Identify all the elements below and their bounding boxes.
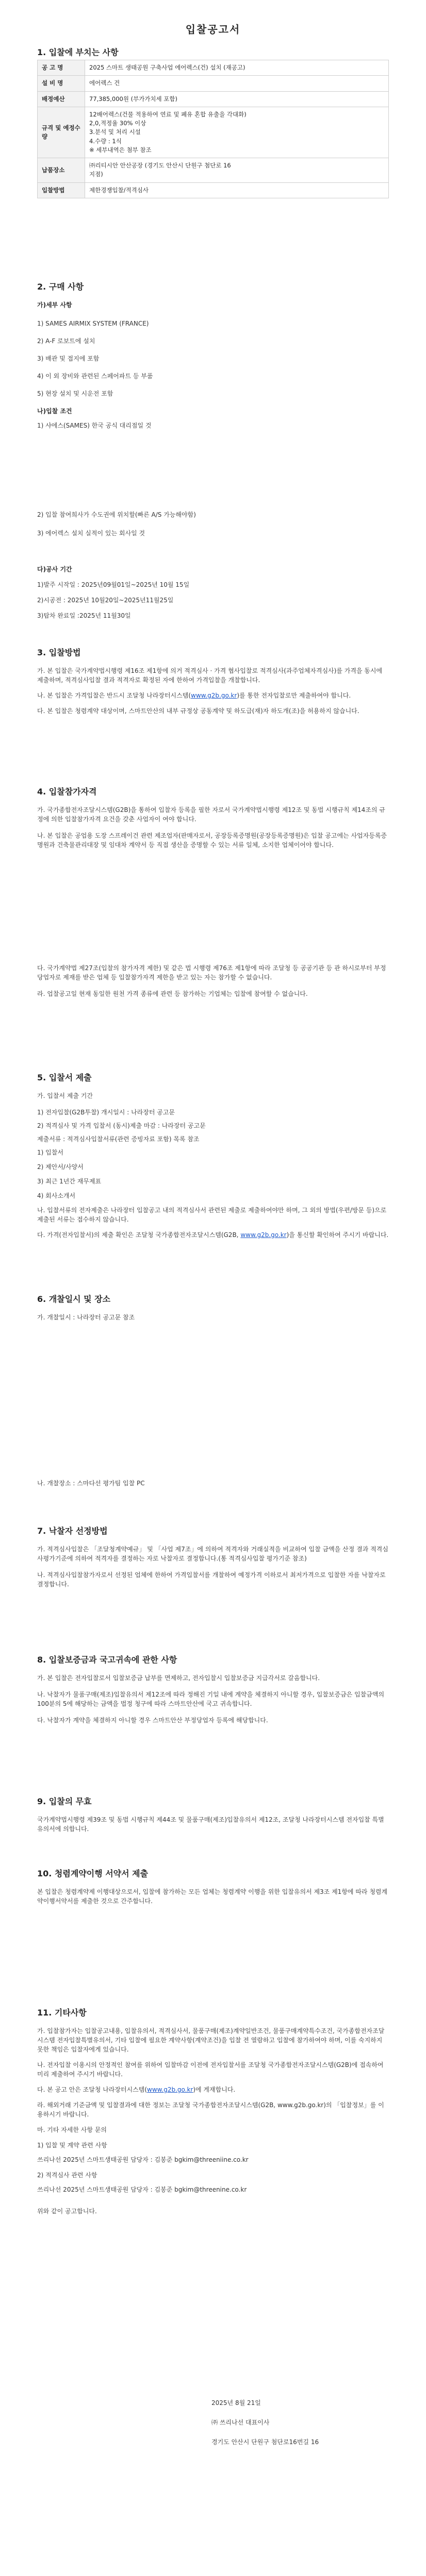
section-opening bbox=[0, 1293, 426, 1322]
subheading: 가)세부 사항 bbox=[37, 301, 72, 309]
info-value bbox=[85, 60, 389, 76]
paragraph: 다. 본 입찰은 청렴계약 대상이며, 스마트안산의 내부 규정상 공동계약 및 하도급(재)자 하도개(조)을 허용하지 않습니다. bbox=[37, 707, 359, 715]
subheading: 가. 입찰서 제출 기간 bbox=[37, 1092, 93, 1099]
paragraph: 마. 기타 자세한 사항 문의 bbox=[37, 2126, 107, 2133]
paragraph: 가. 본 입찰은 전자입찰로서 입찰보증금 납부를 면제하고, 전자입찰시 입찰보증금 지급각서로 갈음합니다. bbox=[37, 1674, 320, 1682]
list-item: 2)시공전 : 2025년 10월20일~2025년11월25일 bbox=[37, 597, 174, 604]
section-opening-cont bbox=[0, 1479, 426, 1488]
contact-line: 쓰리나선 2025년 스마트생태공원 담당자 : 김봉준 bgkim@threeniine.co.kr bbox=[37, 2156, 249, 2163]
info-key: 배정예산 bbox=[38, 91, 85, 107]
list-item: 1) 입찰서 bbox=[37, 1149, 63, 1156]
paragraph: 가. 본 입찰은 국가계약법시행령 제16조 제1항에 의거 적격심사 · 가격 협사입찰로 적격심사(과주업체자격심사)를 가격을 동시에 제출하며, 적격심사입찰 결과 적격자로 확정된 자에 한하여 가격입찰을 개찰합니다. bbox=[37, 667, 383, 684]
paragraph: 가. 입찰참가자는 입찰공고내용, 입찰유의서, 적격심사서, 물품구매(제조)계약일반조건, 물품구매계약특수조건, 국가종합전자조달시스템 전자입찰특별유의서, 기타 입찰에 필요한 계약사항(계약조건)을 입찰 전 열람하고 입찰에 참가하여야 하며, 이를 숙지하지 못한 책임은 입찰자에게 있습니다. bbox=[37, 2027, 385, 2053]
contact-line: 쓰리나선 2025년 스마트생태공원 담당자 : 김봉준 bgkim@threenine.co.kr bbox=[37, 2186, 247, 2193]
paragraph: 나. 본 입찰은 공업용 도장 스프레이건 관련 제조업자(판매자로서, 공장등록증명원(공장등록증명원)은 입찰 공고에는 사업자등록증명원과 건축물관리대장 및 임대차 계약서 등 직접 생산을 증명할 수 있는 서류 일체, 소지한 업체이어야 합니다. bbox=[37, 832, 387, 849]
paragraph: 1) 입찰 및 계약 관련 사항 bbox=[37, 2142, 107, 2149]
info-table-wrap bbox=[0, 60, 426, 198]
document-list bbox=[37, 1148, 389, 1200]
list-item: 1) 전자입찰(G2B투찰) 개시일시 : 나라장터 공고문 bbox=[37, 1109, 175, 1116]
paragraph: 라. 해외거래 기준금액 및 입찰결과에 대한 정보는 조달청 국가종합전자조달시스템(G2B, www.g2b.go.kr)의 「입찰정보」를 이용하시기 바랍니다. bbox=[37, 2102, 384, 2118]
closing-statement: 위와 같이 공고합니다. bbox=[37, 2208, 97, 2215]
announce-date: 2025년 8월 21일 bbox=[211, 2399, 261, 2406]
section-title: 2. 구매 사항 bbox=[37, 282, 84, 292]
section-title: 1. 입찰에 부치는 사항 bbox=[37, 47, 119, 57]
info-value-line: ㈜리티시안 안산공장 (경기도 안산시 단원구 첨단로 16 bbox=[89, 162, 231, 169]
info-value-line: 12배어렉스(건물 적용하여 연료 및 폐유 혼합 유출을 각대화) bbox=[89, 110, 247, 118]
document-title: 입찰공고서 bbox=[185, 23, 241, 36]
list-item: 2) A-F 로보트에 설치 bbox=[37, 337, 95, 345]
section-title: 9. 입찰의 무효 bbox=[37, 1797, 92, 1806]
info-key: 입찰방법 bbox=[38, 182, 85, 198]
signature-block bbox=[0, 2398, 426, 2447]
detail-list bbox=[37, 319, 389, 398]
period-list bbox=[37, 580, 389, 620]
list-item: 4) 회사소개서 bbox=[37, 1192, 76, 1199]
section-title: 3. 입찰방법 bbox=[37, 648, 81, 657]
info-value bbox=[85, 91, 389, 107]
section-purchase-cont bbox=[0, 510, 426, 626]
info-key: 공 고 명 bbox=[38, 60, 85, 76]
list-item: 5) 현장 설치 및 시운전 포함 bbox=[37, 390, 113, 397]
section-title: 4. 입찰참가자격 bbox=[37, 787, 97, 796]
info-value-line: 4.수량 : 1식 bbox=[89, 137, 122, 145]
info-value bbox=[85, 182, 389, 198]
section-purchase bbox=[0, 281, 426, 430]
g2b-link[interactable]: www.g2b.go.kr bbox=[147, 2086, 193, 2093]
info-table bbox=[37, 60, 389, 198]
g2b-link[interactable]: www.g2b.go.kr bbox=[240, 1231, 287, 1239]
info-value bbox=[85, 76, 389, 91]
info-row bbox=[38, 158, 389, 183]
paragraph: 가. 적격심사입찰은 「조달청계약예규」 및 「사업 제7조」에 의하여 적격자와 거래실적을 비교하여 입찰 금액을 산정 결과 적격심사평가기준에 의하여 적격자를 결정하는 자로 낙찰자로 결정합니다.(통 적격심사입찰 평가기준 참조) bbox=[37, 1546, 388, 1562]
info-key: 설 비 명 bbox=[38, 76, 85, 91]
paragraph: 다. 가격(전자입찰서)의 제출 확인은 조달청 국가종합전자조달시스템(G2B, www.g2b.go.kr)을 통신할 확인하여 주시기 바랍니다. bbox=[37, 1231, 389, 1239]
section-title: 10. 청렴계약이행 서약서 제출 bbox=[37, 1869, 149, 1878]
section-qualifications bbox=[0, 786, 426, 850]
paragraph: 다. 낙찰자가 계약을 체결하지 아니할 경우 스마트안산 부정당업자 등록에 해당합니다. bbox=[37, 1717, 268, 1724]
list-item: 1) 샤에스(SAMES) 한국 공식 대리점일 것 bbox=[37, 422, 152, 429]
info-row bbox=[38, 76, 389, 91]
info-value-line: 에어렉스 건 bbox=[89, 79, 120, 87]
info-value bbox=[85, 158, 389, 183]
section-title: 11. 기타사항 bbox=[37, 2008, 87, 2018]
section-title: 6. 개찰일시 및 장소 bbox=[37, 1294, 111, 1304]
section-invalid bbox=[0, 1795, 426, 1834]
paragraph: 가. 국가종합전자조달시스템(G2B)을 통하여 입찰자 등록을 필한 자로서 국가계약법시행령 제12조 및 동법 시행규칙 제14조의 규정에 의한 입찰참가자격 요건을 갖춘 사업자이 여야 합니다. bbox=[37, 806, 385, 823]
info-key: 규격 및 예정수량 bbox=[38, 107, 85, 158]
paragraph: 나. 개찰장소 : 스마다선 평가팀 입찰 PC bbox=[37, 1480, 145, 1487]
paragraph: 나. 낙찰자가 물품구매(제조)입찰유의서 제12조에 따라 정해진 기일 내에 계약을 체결하지 아니할 경우, 입찰보증금은 입찰금액의 100분의 5에 해당하는 금액을 법정 청구에 따라 스마트안산에 국고 귀속합니다. bbox=[37, 1691, 385, 1707]
section-award bbox=[0, 1525, 426, 1589]
company-name: ㈜ 쓰리나선 대표이사 bbox=[211, 2419, 270, 2426]
paragraph: 다. 본 공고 안은 조달청 나라장터시스템(www.g2b.go.kr)에 게재합니다. bbox=[37, 2086, 236, 2093]
section-submission bbox=[0, 1072, 426, 1240]
paragraph: 다. 국가계약법 제27조(입찰의 참가자격 제한) 및 같은 법 시행령 제76조 제1항에 따라 조달청 등 공공기관 등 관 하시로부터 부정당업자로 제재를 받은 업체 등 입찰참가자격 제한을 받고 있는 자는 참가할 수 없습니다. bbox=[37, 964, 386, 981]
paragraph: 본 입찰은 청렴계약제 이행대상으로서, 입찰에 참가하는 모든 업체는 청렴계약 이행을 위한 입찰유의서 제3조 제1항에 따라 청렴계약이행서약서를 제출한 것으로 간주합니다. bbox=[37, 1888, 388, 1905]
list-item: 4) 이 외 장비와 관련된 스페어파트 등 부품 bbox=[37, 372, 153, 380]
paragraph: 나. 입찰서류의 전자제출은 나라장터 입찰공고 내의 적격심사서 관련된 제출로 제출하여야만 하며, 그 외의 방법(우편/방문 등)으로 제출된 서류는 접수하지 않습니다. bbox=[37, 1207, 387, 1223]
company-address: 경기도 안산시 단원구 첨단로16번길 16 bbox=[211, 2438, 319, 2446]
info-value bbox=[85, 107, 389, 158]
info-value-line: 2025 스마트 생태공원 구축사업 에어렉스(건) 설치 (재공고) bbox=[89, 64, 245, 71]
paragraph: 나. 본 입찰은 가격입찰은 반드시 조달청 나라장터시스템(www.g2b.go.kr)를 통한 전자입찰로만 제출하여야 합니다. bbox=[37, 692, 351, 699]
info-value-line: 3.분석 및 처리 시설 bbox=[89, 128, 141, 136]
paragraph: 나. 적격심사입찰참가자로서 선정된 업체에 한하여 가격입찰서를 개찰하여 예정가격 이하로서 최저가격으로 입찰한 자를 낙찰자로 결정합니다. bbox=[37, 1571, 386, 1588]
section-bid-method bbox=[0, 647, 426, 716]
paragraph: 라. 업찰공고일 현재 동일한 원천 가격 종류에 관련 등 참가하는 기업체는 입찰에 참여할 수 없습니다. bbox=[37, 990, 308, 997]
list-item: 제출서류 : 적격심사입찰서류(관련 증빙자료 포함) 목록 참조 bbox=[37, 1136, 200, 1143]
list-item: 3) 에어렉스 설치 실적이 있는 회사일 것 bbox=[37, 530, 145, 537]
paragraph: 가. 개찰일시 : 나라장터 공고문 참조 bbox=[37, 1314, 135, 1321]
info-key: 납품장소 bbox=[38, 158, 85, 183]
info-value-line: 제한경쟁입찰/적격심사 bbox=[89, 186, 149, 194]
list-item: 3)탑차 완료일 :2025년 11월30일 bbox=[37, 612, 131, 619]
list-item: 1)발주 시작일 : 2025년09월01일~2025년 10월 15일 bbox=[37, 581, 190, 588]
info-row bbox=[38, 91, 389, 107]
list-item: 3) 최근 1년간 재무제표 bbox=[37, 1178, 102, 1185]
section-integrity bbox=[0, 1868, 426, 1906]
info-value-line: 77,385,000원 (부가가치세 포함) bbox=[89, 95, 177, 103]
info-row bbox=[38, 60, 389, 76]
section-title: 5. 입찰서 제출 bbox=[37, 1073, 92, 1082]
list-item: 2) 적격심사 및 가격 입찰서 (동시)제출 마감 : 나라장터 공고문 bbox=[37, 1122, 206, 1129]
info-value-line: 2,0,적정율 30% 이상 bbox=[89, 120, 146, 127]
list-item: 1) SAMES AIRMIX SYSTEM (FRANCE) bbox=[37, 320, 149, 327]
info-row bbox=[38, 182, 389, 198]
section-deposit bbox=[0, 1654, 426, 1725]
list-item: 2) 입찰 참여희사가 수도권에 위치할(빠른 A/S 가능해야함) bbox=[37, 511, 196, 518]
paragraph: 나. 전자입찰 이용시의 안정적인 참여를 위하여 입찰마감 이전에 전자입찰서를 조달청 국가종합전자조달시스템(G2B)에 접속하여 미리 제출하여 주시기 바랍니다. bbox=[37, 2061, 384, 2078]
info-value-line: ※ 세부내역은 첨부 참조 bbox=[89, 146, 152, 154]
info-value-line: 지점) bbox=[89, 171, 103, 178]
subheading: 나)입찰 조건 bbox=[37, 408, 72, 415]
list-item: 2) 제안서/사양서 bbox=[37, 1163, 84, 1171]
paragraph: 국가계약법시행령 제39조 및 동법 시행규칙 제44조 및 물품구매(제조)입찰유의서 제12조, 조달청 나라장터시스템 전자입찰 특별유의서에 의합니다. bbox=[37, 1816, 384, 1833]
subheading: 다)공사 기간 bbox=[37, 566, 72, 573]
section-title: 8. 입찰보증금과 국고귀속에 관한 사항 bbox=[37, 1655, 177, 1665]
paragraph: 2) 적격심사 관련 사항 bbox=[37, 2172, 97, 2179]
g2b-link[interactable]: www.g2b.go.kr bbox=[191, 692, 237, 699]
section-title: 7. 낙찰자 선정방법 bbox=[37, 1526, 108, 1536]
info-row bbox=[38, 107, 389, 158]
section-qualifications-cont bbox=[0, 963, 426, 998]
list-item: 3) 배관 및 접지에 포함 bbox=[37, 355, 100, 362]
section-misc bbox=[0, 2007, 426, 2216]
